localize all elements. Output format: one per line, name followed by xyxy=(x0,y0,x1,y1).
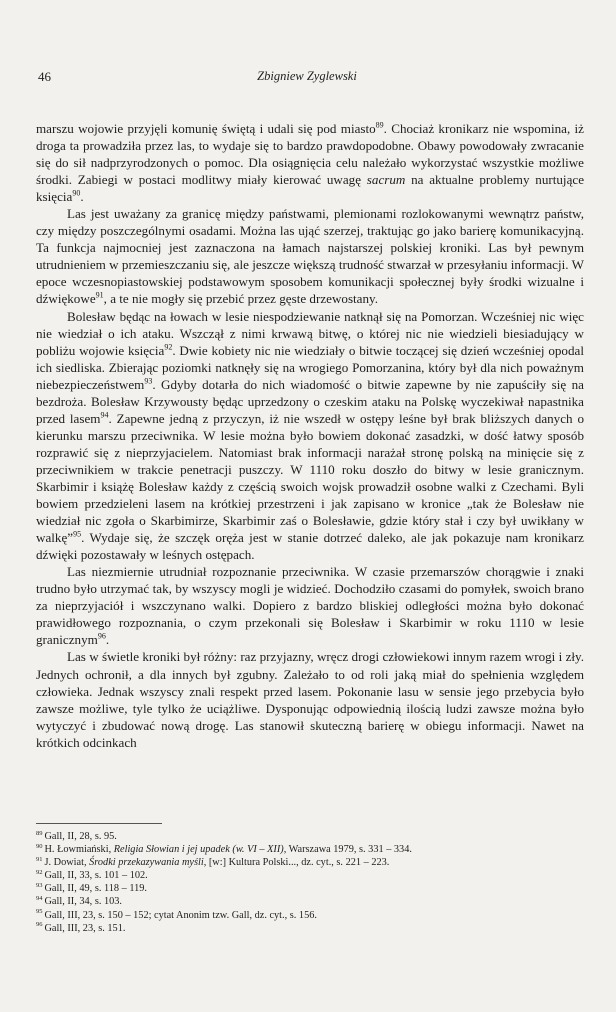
footnote-ref: 91 xyxy=(95,291,104,301)
italic-text: Religia Słowian i jej upadek (w. VI – XII) xyxy=(113,844,284,856)
text-run: . Zapewne jedną z przyczyn, iż nie wszedł w ostępy leśne był brak bliższych danych o kierunku marszu przeciwnika. W lesie można było bowiem dokonać zasadzki, w dość łatwy sposób rozprawić się z nieprzyjacielem. Natomiast brak informacji narażał stronę polską na minięcie się z przeciwnikiem w trakcie penetracji puszczy. W 1110 roku doszło do bitwy w lesie granicznym. Skarbimir i książę Bolesław każdy z częścią swoich wojsk prowadził osobne walki z Czechami. Byli bowiem przedzieleni lasem na krótkiej przestrzeni i jak zapisano w kronice „tak że Bolesław nie wiedział nic zgoła o Skarbimirze, Skarbimir zaś o Bolesławie, gdzie który stał i czy był uwikłany w walkę” xyxy=(36,410,584,546)
text-run: . xyxy=(105,632,110,648)
footnote-number: 93 xyxy=(36,881,43,889)
text-run: J. Dowiat, xyxy=(44,857,90,869)
footnotes xyxy=(36,830,584,935)
footnote-ref: 92 xyxy=(164,342,173,352)
text-run: Gall, III, 23, s. 150 – 152; cytat Anonim tzw. Gall, dz. cyt., s. 156. xyxy=(44,909,317,921)
text-run: na aktualne problemy nurtujące księcia xyxy=(36,172,584,205)
text-run: . Chociaż kronikarz nie wspomina, iż droga ta prowadziła przez las, to wydaje się to bardzo prawdopodobne. Obawy powodowały zwracanie się do sił nadprzyrodzonych o pomoc. Dla osiągnięcia celu należało wykorzystać wszystkie możliwe środki. Zabiegi w postaci modlitwy miały kierować uwagę xyxy=(36,121,584,188)
footnote xyxy=(36,909,584,922)
footnote-number: 94 xyxy=(36,895,43,903)
paragraph xyxy=(36,120,584,205)
text-run: , Warszawa 1979, s. 331 – 334. xyxy=(283,844,412,856)
footnote-ref: 96 xyxy=(97,632,106,642)
footnote xyxy=(36,882,584,895)
footnote xyxy=(36,895,584,908)
footnote-number: 92 xyxy=(36,868,43,876)
footnote xyxy=(36,830,584,843)
text-run: Las niezmiernie utrudniał rozpoznanie przeciwnika. W czasie przemarszów chorągwie i znaki trudno było utrzymać tak, by wszyscy mogli je widzieć. Dochodziło czasami do pomyłek, swoich brano za nieprzyjaciół i wszczynano walki. Dopiero z bardzo bliskiej odległości można było dokonać prawidłowego rozpoznania, o czym przekonali się Bolesław i Skarbimir w roku 1110 w lesie granicznym xyxy=(36,564,584,648)
italic-text: Środki przekazywania myśli xyxy=(89,857,204,869)
text-run: , [w:] Kultura Polski..., dz. cyt., s. 221 – 223. xyxy=(203,857,390,869)
text-run: Gall, III, 23, s. 151. xyxy=(44,922,126,934)
footnote-divider xyxy=(36,823,162,824)
page-number: 46 xyxy=(38,69,51,84)
text-run: Las w świetle kroniki był różny: raz przyjazny, wręcz drogi człowiekowi innym razem wrogi i zły. Jednych ochronił, a dla innych był zgubny. Zależało to od roli jaką miał do spełnienia względem człowieka. Jednak wszyscy znali respekt przed lasem. Pokonanie lasu w sensie jego przebycia było zawsze możliwe, tyle tylko że uciążliwe. Dysponując odpowiednią ilością ludzi zawsze można było wytyczyć i zbudować nową drogę. Las stanowił skuteczną barierę w obiegu informacji. Nawet na krótkich odcinkach xyxy=(36,649,584,750)
footnote-number: 91 xyxy=(36,855,43,863)
footnote xyxy=(36,856,584,869)
footnote xyxy=(36,843,584,856)
text-run: Las jest uważany za granicę między państwami, plemionami rozlokowanymi wewnątrz państw, czy między poszczególnymi osadami. Można las ująć szerzej, traktując go jako barierę komunikacyjną. Ta funkcja najmocniej jest zaznaczona na łamach najstarszej polskiej kroniki. Las był pewnym utrudnieniem w przemieszczaniu się, ale jeszcze większą trudność stwarzał w przesyłaniu informacji. W epoce wczesnopiastowskiej podstawowym sposobem komunikacji społecznej były środki wizualne i dźwiękowe xyxy=(36,206,584,307)
italic-text: sacrum xyxy=(366,172,406,188)
footnote-number: 89 xyxy=(36,829,43,837)
footnote-number: 95 xyxy=(36,908,43,916)
paragraph xyxy=(36,563,584,648)
text-run: , a te nie mogły się przebić przez gęste drzewostany. xyxy=(103,291,379,307)
paragraph xyxy=(36,648,584,750)
footnote-number: 90 xyxy=(36,842,43,850)
footnote xyxy=(36,922,584,935)
footnote-ref: 93 xyxy=(144,376,153,386)
footnote-ref: 95 xyxy=(73,529,82,539)
running-head: Zbigniew Zyglewski xyxy=(257,69,357,83)
text-run: H. Łowmiański, xyxy=(44,844,114,856)
footnote-ref: 90 xyxy=(72,188,81,198)
paragraph xyxy=(36,308,584,564)
paragraph xyxy=(36,205,584,307)
text-run: . Dwie kobiety nic nie wiedziały o bitwie toczącej się dzień wcześniej opodal ich siedliska. Zbierając poziomki natknęły się na wrogiego Pomorzanina, który był dla nich poważnym niebezpieczeństwem xyxy=(36,342,584,392)
text-run: Gall, II, 49, s. 118 – 119. xyxy=(44,883,147,895)
text-run: Gall, II, 28, s. 95. xyxy=(44,831,117,842)
page-header xyxy=(32,69,582,87)
text-run: Gall, II, 34, s. 103. xyxy=(44,896,123,908)
text-run: . xyxy=(80,189,84,205)
text-run: . Gdyby dotarła do nich wiadomość o bitwie zapewne by nie zapuściły się na bezdroża. Bolesław Krzywousty będąc uprzedzony o czeskim ataku na Polskę wyczekiwał napastnika przed lasem xyxy=(36,376,584,426)
footnote-ref: 94 xyxy=(100,410,109,420)
footnote xyxy=(36,869,584,882)
footnote-ref: 89 xyxy=(375,120,384,130)
text-run: Bolesław będąc na łowach w lesie niespodziewanie natknął się na Pomorzan. Wcześniej nic więc nie wiedział o ich ataku. Wszczął z nimi krwawą bitwę, o której nic nie wiedzieli biesiadujący w pobliżu wojowie księcia xyxy=(36,308,584,358)
text-run: marszu wojowie przyjęli komunię świętą i udali się pod miasto xyxy=(36,121,376,136)
body-text xyxy=(36,120,584,751)
text-run: . Wydaje się, że szczęk oręża jest w stanie dotrzeć daleko, ale jak pokazuje nam kronikarz dźwięki pozostawały w leśnych ostępach. xyxy=(36,530,584,563)
text-run: Gall, II, 33, s. 101 – 102. xyxy=(44,870,148,882)
footnote-number: 96 xyxy=(36,921,43,929)
